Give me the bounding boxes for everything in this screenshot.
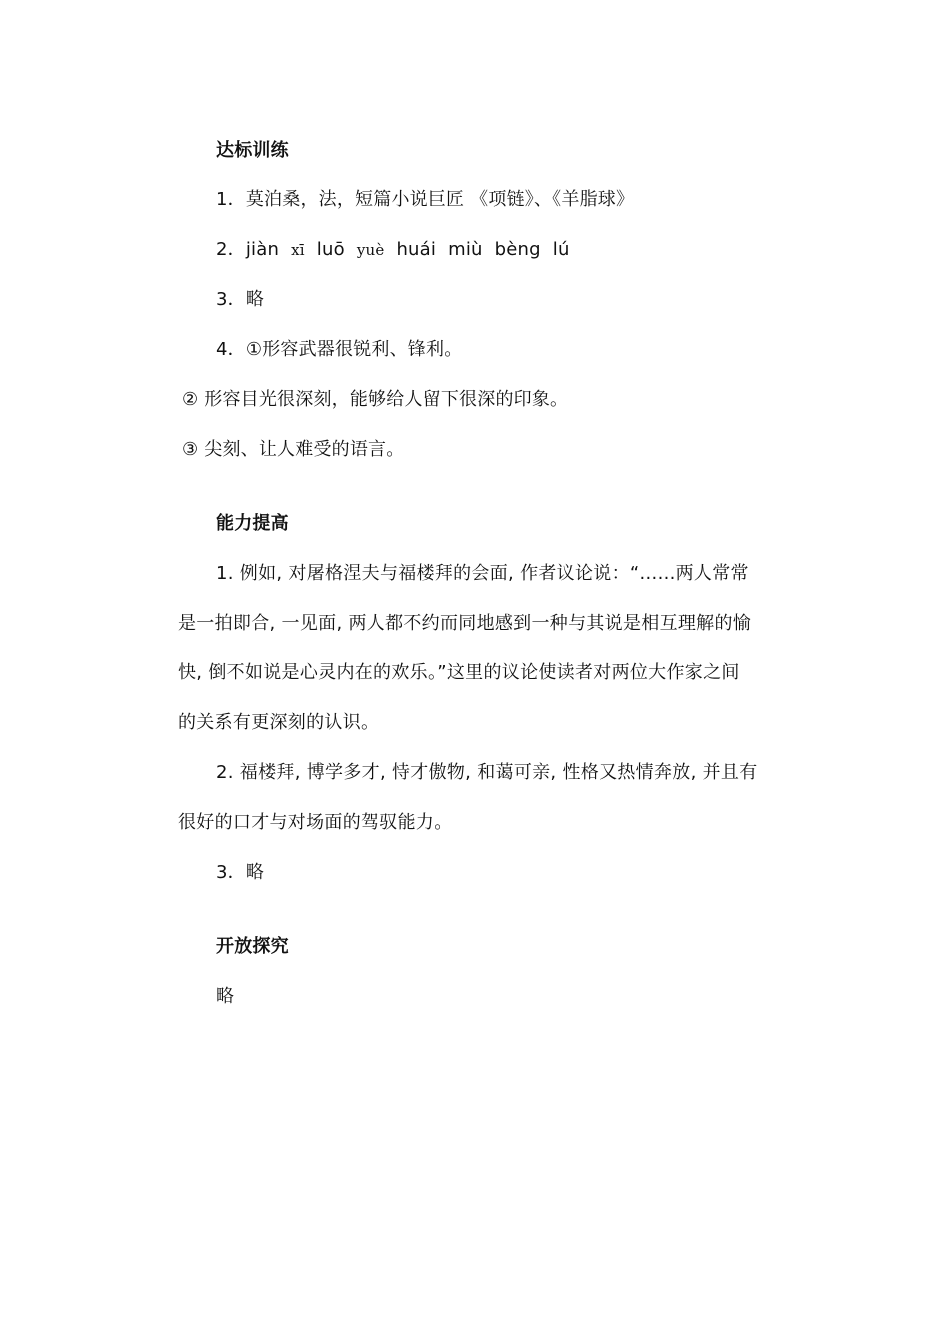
section-heading-kaifang: 开放探究 xyxy=(216,936,289,957)
nengli-item-2-line: 很好的口才与对场面的驾驭能力。 xyxy=(178,812,453,833)
dabiao-item-2-number: 2． xyxy=(216,239,246,260)
dabiao-item-1: 1．莫泊桑，法，短篇小说巨匠 《项链》、《羊脂球》 xyxy=(216,189,635,210)
nengli-item-1-line: 1. 例如, 对屠格涅夫与福楼拜的会面, 作者议论说：“......两人常常 xyxy=(216,563,749,584)
pinyin-beng: bèng xyxy=(494,239,541,260)
dabiao-item-4-sub-3: ③ 尖刻、让人难受的语言。 xyxy=(182,439,405,460)
section-heading-dabiao: 达标训练 xyxy=(216,140,289,161)
dabiao-item-3: 3．略 xyxy=(216,289,265,310)
section-heading-nengli: 能力提高 xyxy=(216,513,289,534)
pinyin-yue: yuè xyxy=(356,241,385,259)
nengli-item-1-line: 快, 倒不如说是心灵内在的欢乐。”这里的议论使读者对两位大作家之间 xyxy=(178,662,740,683)
dabiao-item-4: 4．①形容武器很锐利、锋利。 xyxy=(216,339,463,360)
kaifang-text: 略 xyxy=(216,986,235,1007)
pinyin-xi: xī xyxy=(291,241,305,259)
dabiao-item-4-sub-2: ② 形容目光很深刻，能够给人留下很深的印象。 xyxy=(182,389,569,410)
dabiao-item-2 xyxy=(216,238,582,262)
nengli-item-3: 3．略 xyxy=(216,862,265,883)
pinyin-huai: huái xyxy=(396,239,437,260)
pinyin-jian: jiàn xyxy=(245,239,280,260)
pinyin-lu: lú xyxy=(552,239,570,260)
nengli-item-1-line: 是一拍即合, 一见面, 两人都不约而同地感到一种与其说是相互理解的愉 xyxy=(178,613,752,634)
pinyin-luo: luō xyxy=(316,239,345,260)
pinyin-miu: miù xyxy=(448,239,483,260)
nengli-item-1-line: 的关系有更深刻的认识。 xyxy=(178,712,380,733)
nengli-item-2-line: 2. 福楼拜, 博学多才, 恃才傲物, 和蔼可亲, 性格又热情奔放, 并且有 xyxy=(216,762,758,783)
